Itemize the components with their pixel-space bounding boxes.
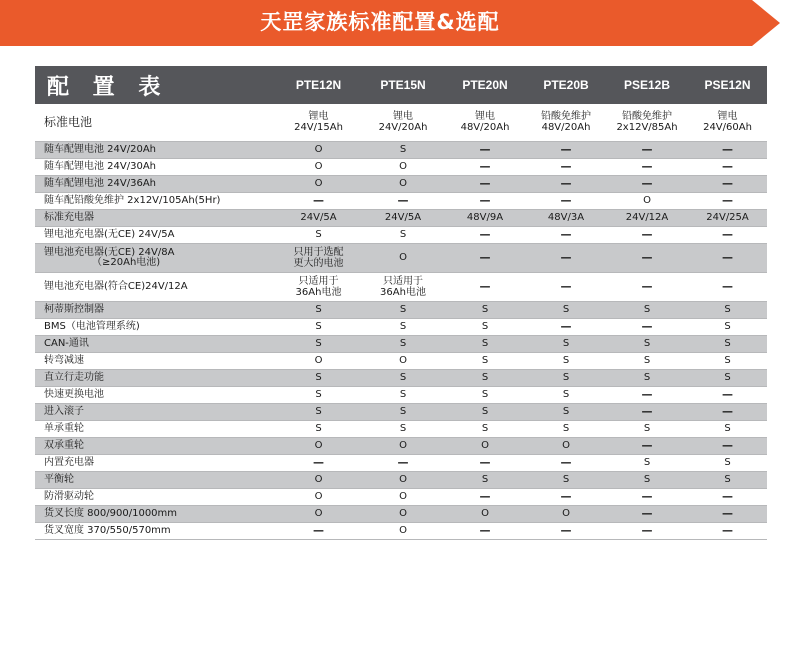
table-cell: — [444,243,526,272]
row-label [35,369,275,386]
table-row [35,141,767,158]
row-label [35,175,275,192]
table-cell: S [362,141,444,158]
row-label [35,505,275,522]
table-cell: O [275,471,362,488]
row-label [35,192,275,209]
row-label [35,454,275,471]
table-cell: — [526,488,606,505]
table-cell: — [526,192,606,209]
table-cell: O [362,488,444,505]
cell-line: 锂电 [308,111,329,123]
table-cell: — [275,454,362,471]
table-cell: — [688,192,767,209]
row-label-line: 锂电池充电器(无CE) 24V/5A [44,228,175,240]
table-cell: S [362,369,444,386]
table-cell: — [688,386,767,403]
table-cell: — [275,192,362,209]
table-cell: S [444,301,526,318]
table-cell: S [362,226,444,243]
table-row [35,369,767,386]
table-cell [275,104,362,141]
table-cell: O [362,505,444,522]
table-cell: S [526,352,606,369]
table-cell: S [275,386,362,403]
table-cell: — [526,175,606,192]
table-cell: — [688,141,767,158]
table-cell: — [606,437,688,454]
table-row [35,505,767,522]
table-cell [275,243,362,272]
table-cell: S [275,301,362,318]
table-cell: — [606,488,688,505]
table-cell: — [688,403,767,420]
table-cell: — [606,158,688,175]
table-cell: S [362,318,444,335]
table-row [35,209,767,226]
table-cell: — [688,522,767,539]
standard-battery-row [35,104,767,141]
table-cell: O [275,352,362,369]
row-label [35,158,275,175]
table-cell: S [526,335,606,352]
row-label-line: 防滑驱动轮 [44,490,94,502]
table-cell: S [688,471,767,488]
table-cell: O [362,522,444,539]
table-cell: S [444,403,526,420]
table-cell: S [275,318,362,335]
row-label-line: CAN-通讯 [44,337,89,349]
row-label-line: 平衡轮 [44,473,74,485]
table-cell: — [444,272,526,301]
row-label-line: 随车配锂电池 24V/36Ah [44,177,157,189]
row-label-line: 内置充电器 [44,456,94,468]
table-cell: S [688,420,767,437]
cell-line: 锂电 [475,111,495,123]
table-body [35,104,767,539]
table-cell: — [606,386,688,403]
table-cell: O [444,505,526,522]
table-cell: — [606,272,688,301]
table-row [35,454,767,471]
table-cell: — [526,226,606,243]
table-cell: O [275,505,362,522]
table-row [35,272,767,301]
cell-line: 36Ah电池 [295,286,342,298]
table-cell: S [362,386,444,403]
table-cell: — [526,243,606,272]
table-cell: S [688,335,767,352]
configuration-table [35,66,767,540]
table-cell: S [444,318,526,335]
table-cell: S [444,471,526,488]
table-cell: — [688,437,767,454]
row-label-line: 锂电池充电器(符合CE)24V/12A [44,280,188,292]
table-cell: S [688,352,767,369]
cell-line: 只用于选配 [293,246,344,258]
table-row [35,301,767,318]
row-label-line: 随车配锂电池 24V/20Ah [44,143,157,155]
table-cell: 24V/5A [362,209,444,226]
table-cell: — [444,488,526,505]
row-label: 标准电池 [35,104,275,141]
table-cell: S [606,352,688,369]
table-title: 配 置 表 [47,74,169,100]
table-cell [688,104,767,141]
row-label [35,243,275,272]
row-label-line: 单承重轮 [44,422,84,434]
table-cell: S [688,318,767,335]
table-cell: S [526,420,606,437]
table-cell: O [275,488,362,505]
cell-line: 48V/20Ah [541,122,591,134]
table-row [35,318,767,335]
cell-line: 24V/60Ah [703,122,752,134]
table-cell: S [444,386,526,403]
table-cell: — [444,226,526,243]
table-cell: — [444,454,526,471]
table-cell: — [362,192,444,209]
model-header: PTE15N [380,78,426,92]
cell-line: 36Ah电池 [380,286,426,298]
table-cell [275,272,362,301]
table-cell: — [606,318,688,335]
table-cell: 48V/3A [526,209,606,226]
table-cell: S [688,301,767,318]
table-cell: — [526,141,606,158]
row-label [35,318,275,335]
model-header: PSE12B [623,78,671,92]
cell-line: 只适用于 [383,275,423,287]
table-cell: — [688,488,767,505]
table-cell: — [444,522,526,539]
row-label-line: 柯蒂斯控制器 [44,303,104,315]
table-cell: S [444,420,526,437]
row-label [35,141,275,158]
table-cell: — [606,141,688,158]
table-cell: S [444,352,526,369]
row-label-line: 标准充电器 [44,211,94,223]
table-row [35,386,767,403]
table-cell [606,104,688,141]
table-row [35,403,767,420]
row-label [35,386,275,403]
table-cell: O [362,437,444,454]
table-cell: S [275,403,362,420]
row-label-line: 直立行走功能 [44,371,104,383]
row-label [35,352,275,369]
row-label-line: 进入滚子 [44,405,84,417]
table-cell: — [606,226,688,243]
table-cell: S [606,471,688,488]
row-label [35,488,275,505]
table-cell [362,104,444,141]
table-row [35,175,767,192]
model-header: PTE12N [295,78,342,92]
table-cell: — [606,243,688,272]
row-label-line: BMS（电池管理系统) [44,320,140,332]
table-cell: S [275,369,362,386]
table-row [35,335,767,352]
row-label [35,335,275,352]
table-cell: — [444,141,526,158]
row-label-line: 随车配锂电池 24V/30Ah [44,160,157,172]
table-cell: O [606,192,688,209]
table-row [35,158,767,175]
table-row [35,192,767,209]
row-label-line: 货叉宽度 370/550/570mm [44,524,171,536]
table-cell: S [275,335,362,352]
table-cell [362,272,444,301]
table-cell: S [606,420,688,437]
table-cell: O [275,437,362,454]
model-header: PSE12N [704,78,751,92]
table-cell: — [606,403,688,420]
table-cell: — [526,272,606,301]
table-cell: — [688,505,767,522]
table-cell: — [688,175,767,192]
table-row [35,226,767,243]
table-cell: O [362,471,444,488]
table-row [35,420,767,437]
table-cell: — [444,175,526,192]
row-label-line: 双承重轮 [44,439,84,451]
table-cell: S [526,471,606,488]
table-cell [526,104,606,141]
model-header: PTE20N [462,78,508,92]
row-label [35,272,275,301]
table-cell: 24V/25A [688,209,767,226]
row-label [35,226,275,243]
table-cell: S [688,454,767,471]
table-cell: S [606,301,688,318]
table-row [35,352,767,369]
table-cell: — [688,158,767,175]
table-cell: — [526,522,606,539]
table-cell: S [526,301,606,318]
table-cell: — [606,175,688,192]
table-cell: 24V/5A [275,209,362,226]
table-cell: — [606,505,688,522]
table-row [35,488,767,505]
table-cell: O [526,505,606,522]
table-cell: S [275,226,362,243]
table-row [35,437,767,454]
cell-line: 锂电 [717,111,738,123]
table-cell [444,104,526,141]
cell-line: 铅酸免维护 [541,111,591,123]
table-cell: 24V/12A [606,209,688,226]
table-cell: O [362,158,444,175]
table-cell: S [606,454,688,471]
table-cell: — [362,454,444,471]
table-cell: S [275,420,362,437]
table-cell: S [362,335,444,352]
table-cell: O [444,437,526,454]
table-cell: O [526,437,606,454]
cell-line: 铅酸免维护 [622,111,672,123]
row-label [35,301,275,318]
row-label [35,209,275,226]
table-row [35,522,767,539]
table-cell: S [526,403,606,420]
table-cell: O [362,175,444,192]
table-cell: — [526,318,606,335]
table-cell: — [526,158,606,175]
row-label [35,437,275,454]
row-label-line: 锂电池充电器(无CE) 24V/8A [44,246,175,258]
table-cell: — [688,243,767,272]
table-cell: S [362,301,444,318]
row-label-line: 快速更换电池 [44,388,104,400]
table-cell: — [606,522,688,539]
table-cell: — [444,192,526,209]
table-cell: S [444,369,526,386]
table-row [35,471,767,488]
table-cell: — [688,272,767,301]
header-row [35,66,767,104]
table-cell: O [275,175,362,192]
model-header: PTE20B [543,78,589,92]
title-banner [0,0,792,46]
table-cell: O [362,243,444,272]
cell-line: 24V/15Ah [294,122,343,134]
table-cell: O [362,352,444,369]
row-label-line: （≥20Ah电池) [92,256,161,268]
table-row [35,243,767,272]
row-label [35,403,275,420]
table-cell: — [526,454,606,471]
row-label [35,522,275,539]
cell-line: 2x12V/85Ah [616,122,678,134]
cell-line: 锂电 [393,111,413,123]
cell-line: 只适用于 [298,275,339,287]
banner-title: 天罡家族标准配置&选配 [260,10,500,34]
cell-line: 更大的电池 [293,257,344,269]
row-label [35,420,275,437]
table-cell: S [606,335,688,352]
table-cell: S [688,369,767,386]
table-cell: S [526,386,606,403]
table-cell: 48V/9A [444,209,526,226]
table-cell: — [275,522,362,539]
row-label [35,471,275,488]
table-cell: — [444,158,526,175]
cell-line: 24V/20Ah [378,122,428,134]
cell-line: 48V/20Ah [460,122,510,134]
table-cell: S [362,403,444,420]
row-label-line: 随车配铅酸免维护 2x12V/105Ah(5Hr) [44,194,221,206]
table-cell: S [362,420,444,437]
row-label-line: 转弯减速 [44,354,84,366]
row-label-line: 货叉长度 800/900/1000mm [44,507,178,519]
table-cell: O [275,141,362,158]
table-cell: S [606,369,688,386]
table-cell: — [688,226,767,243]
table-cell: O [275,158,362,175]
table-cell: S [526,369,606,386]
table-cell: S [444,335,526,352]
